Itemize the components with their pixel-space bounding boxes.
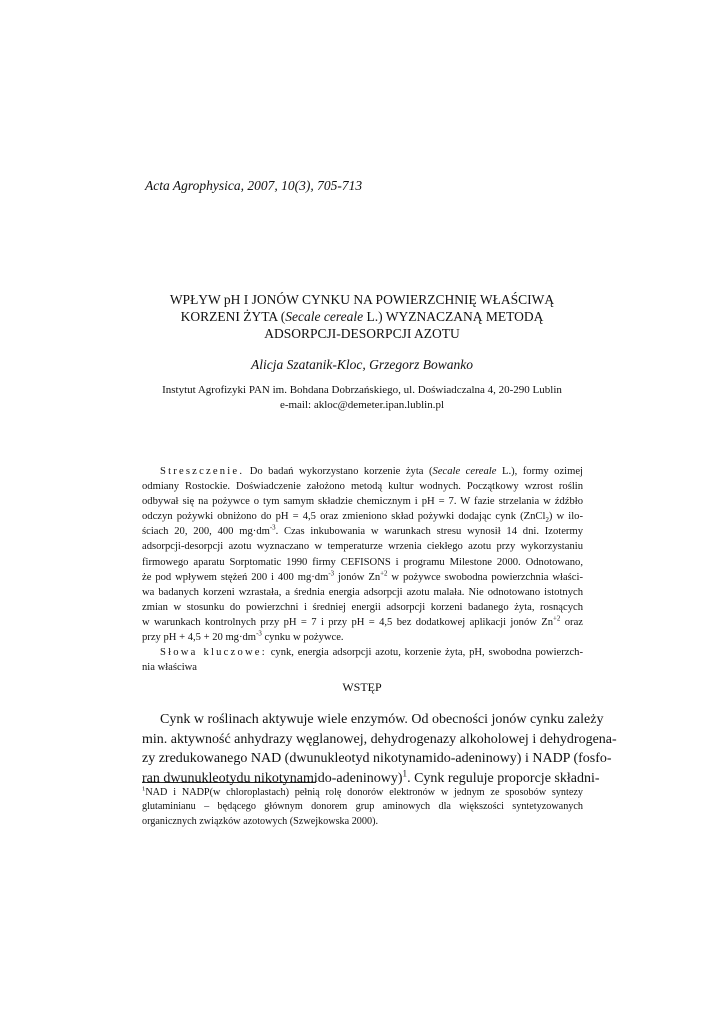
journal-reference: Acta Agrophysica, 2007, 10(3), 705-713 <box>145 178 363 193</box>
keywords-text: cynk, energia adsorpcji azotu, korzenie żyta, pH, swobodna powierzch- <box>266 647 583 659</box>
section-heading: WSTĘP <box>342 680 382 694</box>
keywords-line: nia właściwa <box>142 662 198 674</box>
article-title <box>0 291 724 342</box>
footnote-line: glutaminianu – będącego głównym donorem grup aminowych dla większości syntetyzowanych <box>142 801 583 813</box>
body-line: Cynk w roślinach aktywuje wiele enzymów. Od obecności jonów cynku zależy <box>160 712 604 727</box>
abstract-text: w pożywce swobodna powierzchnia właści- <box>387 571 583 583</box>
abstract-heading: Streszczenie. <box>160 466 245 477</box>
title-line-2-post: L.) WYZNACZANĄ METODĄ <box>363 309 544 324</box>
abstract-superscript: -3 <box>269 524 276 532</box>
title-line-2-pre: KORZENI ŻYTA ( <box>180 309 286 324</box>
affiliation-email: e-mail: akloc@demeter.ipan.lublin.pl <box>279 399 445 411</box>
abstract-superscript: -3 <box>256 630 262 638</box>
abstract-superscript: +2 <box>380 570 388 578</box>
abstract-text: Do badań wykorzystano korzenie żyta ( <box>244 466 433 477</box>
abstract-text: w warunkach kontrolnych przy pH = 7 i przy pH = 4,5 bez dodatkowej aplikacji jonów Zn <box>142 616 554 628</box>
body-line: zy zredukowanego NAD (dwunukleotyd nikotynamido-adeninowy) i NADP (fosfo- <box>142 751 612 767</box>
abstract-line: adsorpcji-desorpcji azotu wyznaczano w temperaturze wrzenia ciekłego azotu przy wykorzystaniu <box>142 541 583 553</box>
title-line-2 <box>0 308 724 325</box>
title-line-1: WPŁYW pH I JONÓW CYNKU NA POWIERZCHNIĘ WŁAŚCIWĄ <box>169 292 555 307</box>
abstract-text: jonów Zn <box>334 571 381 583</box>
abstract-line <box>142 509 583 524</box>
abstract-line <box>142 524 583 539</box>
abstract-subscript: 2 <box>545 517 549 525</box>
abstract-line: zmian w stosunku do powierzchni i średniej energii adsorpcji korzeni badanego żyta, rosnących <box>142 601 583 613</box>
abstract-text: odczyn pożywki obniżono do pH = 4,5 oraz zmieniono skład pożywki dodając cynk (ZnCl <box>142 511 546 523</box>
footnote <box>142 786 583 829</box>
affiliation <box>0 383 724 413</box>
abstract-line: odmiany Rostockie. Doświadczenie założono metodą kultur wodnych. Początkowy wzrost roślin <box>142 481 583 493</box>
authors: Alicja Szatanik-Kloc, Grzegorz Bowanko <box>251 357 473 372</box>
body-text <box>142 710 617 788</box>
footnote-reference[interactable]: 1 <box>402 768 408 779</box>
abstract-text: ściach 20, 200, 400 mg·dm <box>142 526 270 538</box>
abstract-text: cynku w pożywce. <box>261 632 344 644</box>
abstract-line: wa badanych korzeni wzrastała, a średnia energia adsorpcji azotu malała. Nie odnotowano istotnych <box>142 586 583 598</box>
abstract-text: . Czas inkubowania w warunkach stresu wynosił 14 dni. Izotermy <box>275 526 583 538</box>
abstract-line: firmowego aparatu Sorptomatic 1990 firmy CEFISONS i programu Milestone 2000. Odnotowano, <box>142 556 583 568</box>
abstract-superscript: +2 <box>553 615 561 623</box>
footnote-marker: 1 <box>142 785 146 793</box>
abstract-line <box>142 570 583 585</box>
abstract-line <box>142 630 583 645</box>
keywords-heading: Słowa kluczowe: <box>160 647 267 659</box>
body-line: min. aktywność anhydrazy węglanowej, dehydrogenazy alkoholowej i dehydrogena- <box>142 731 617 747</box>
abstract-text: L.), formy ozimej <box>496 466 583 477</box>
footnote-line <box>142 786 583 800</box>
abstract-text: że pod wpływem stężeń 200 i 400 mg·dm <box>142 571 329 583</box>
title-species-name: Secale cereale <box>285 309 364 324</box>
abstract <box>142 464 583 675</box>
abstract-text: oraz <box>560 616 583 628</box>
abstract-text: przy pH + 4,5 + 20 mg·dm <box>142 632 257 644</box>
abstract-text: ) w ilo- <box>548 511 584 523</box>
abstract-species-name: Secale cereale <box>432 466 497 477</box>
abstract-superscript: -3 <box>328 570 335 578</box>
body-text-run: ran dwunukleotydu nikotynamido-adeninowy) <box>142 770 403 786</box>
title-line-3: ADSORPCJI-DESORPCJI AZOTU <box>264 326 460 341</box>
body-text-run: . Cynk reguluje proporcje składni- <box>407 770 600 786</box>
footnote-line: organicznych związków azotowych (Szwejkowska 2000). <box>142 815 379 827</box>
abstract-line: odbywał się na pożywce o tym samym składzie chemicznym i pH = 7. W fazie strzelania w źdźbło <box>142 496 583 508</box>
affiliation-institute: Instytut Agrofizyki PAN im. Bohdana Dobrzańskiego, ul. Doświadczalna 4, 20-290 Lublin <box>162 384 562 396</box>
footnote-divider <box>142 782 316 783</box>
abstract-line <box>142 464 583 479</box>
footnote-text: NAD i NADP(w chloroplastach) pełnią rolę donorów elektronów w jednym ze sposobów syntezy <box>145 787 583 798</box>
keywords-line <box>142 645 583 660</box>
abstract-line <box>142 615 583 630</box>
